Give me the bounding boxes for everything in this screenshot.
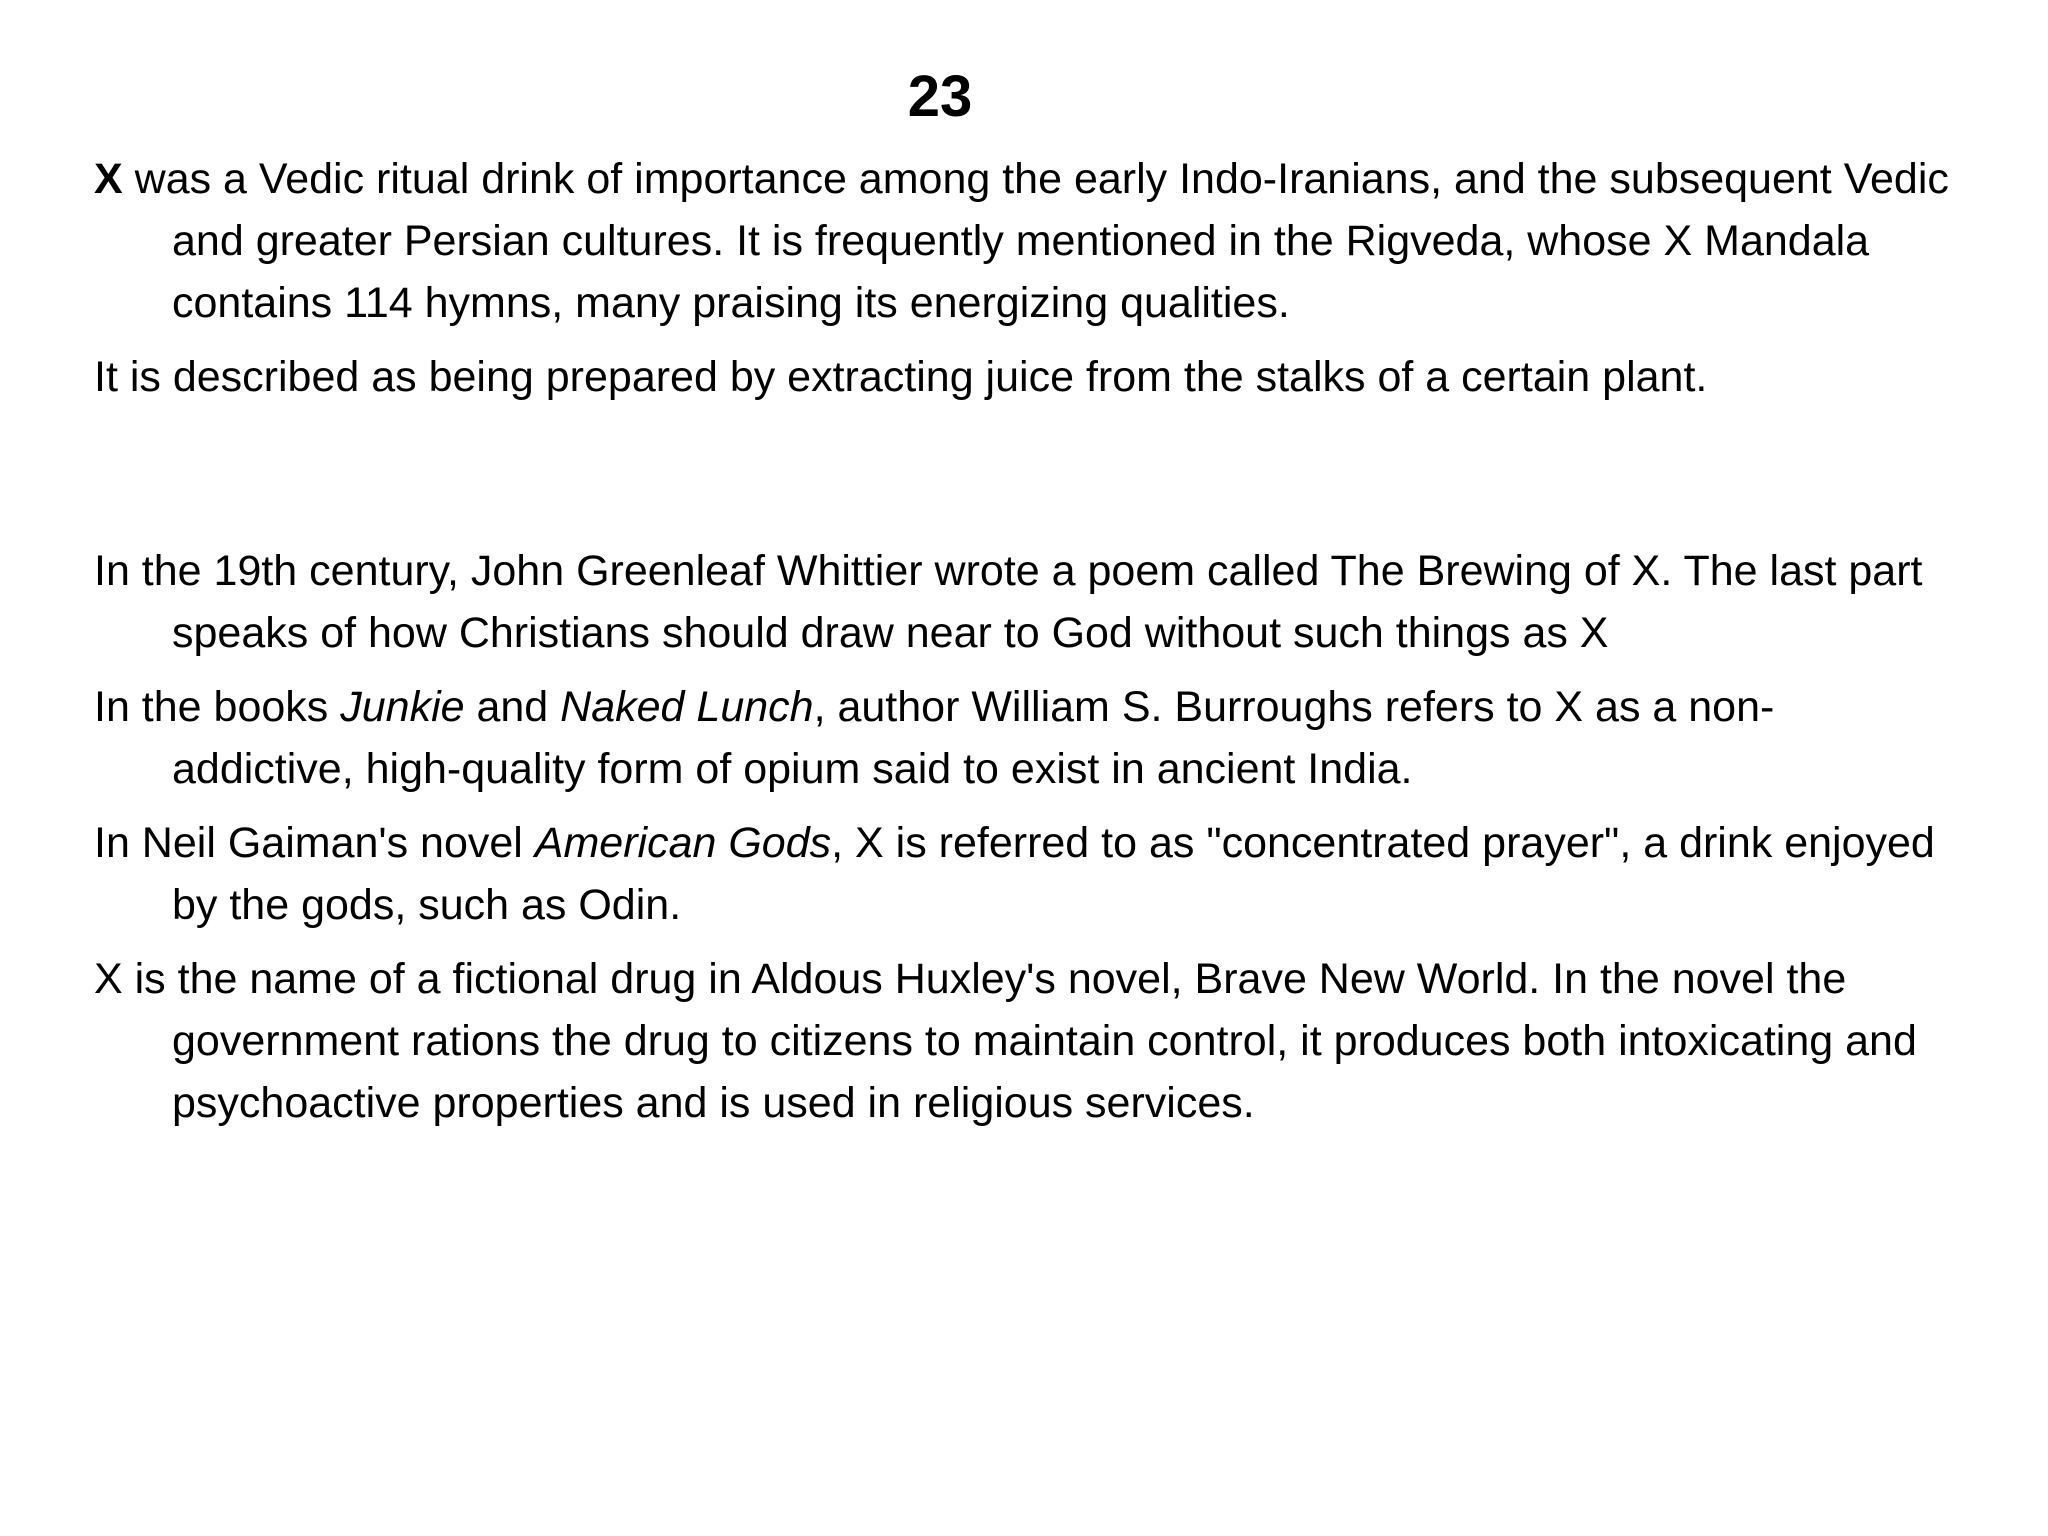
paragraph-text: In the 19th century, John Greenleaf Whittier wrote a poem called The Brewing of X. The last part speaks of how Christians should draw near to God without such things as X bbox=[94, 547, 1923, 657]
book-title-junkie: Junkie bbox=[340, 683, 465, 731]
paragraph-text-post: , X is referred to as "concentrated prayer", a drink enjoyed by the gods, such as Odin. bbox=[172, 819, 1935, 929]
answer-placeholder: X bbox=[94, 155, 123, 203]
slide-number-title: 23 bbox=[907, 64, 973, 129]
paragraph-whittier bbox=[94, 540, 1954, 664]
slide-body bbox=[94, 148, 1954, 1146]
paragraph-text: It is described as being prepared by extracting juice from the stalks of a certain plant. bbox=[94, 353, 1708, 401]
book-title-american-gods: American Gods bbox=[534, 819, 832, 867]
paragraph-text-pre: In the books bbox=[94, 683, 341, 731]
paragraph-soma-definition bbox=[94, 148, 1954, 334]
paragraph-gaiman bbox=[94, 812, 1954, 936]
paragraph-text-pre: In Neil Gaiman's novel bbox=[94, 819, 535, 867]
paragraph-text-post: , author William S. Burroughs refers to X as a non-addictive, high-quality form of opium said to exist in ancient India. bbox=[172, 683, 1775, 793]
paragraph-burroughs bbox=[94, 676, 1954, 800]
paragraph-preparation bbox=[94, 346, 1954, 408]
paragraph-text: was a Vedic ritual drink of importance among the early Indo-Iranians, and the subsequent Vedic and greater Persian cultures. It is frequently mentioned in the Rigveda, whose X Mandala contains 114 hymns, many praising its energizing qualities. bbox=[122, 155, 1949, 327]
paragraph-text: X is the name of a fictional drug in Aldous Huxley's novel, Brave New World. In the novel the government rations the drug to citizens to maintain control, it produces both intoxicating and psychoactive properties and is used in religious services. bbox=[94, 955, 1917, 1127]
paragraph-huxley bbox=[94, 948, 1954, 1134]
paragraph-text-mid: and bbox=[464, 683, 561, 731]
book-title-naked-lunch: Naked Lunch bbox=[560, 683, 814, 731]
